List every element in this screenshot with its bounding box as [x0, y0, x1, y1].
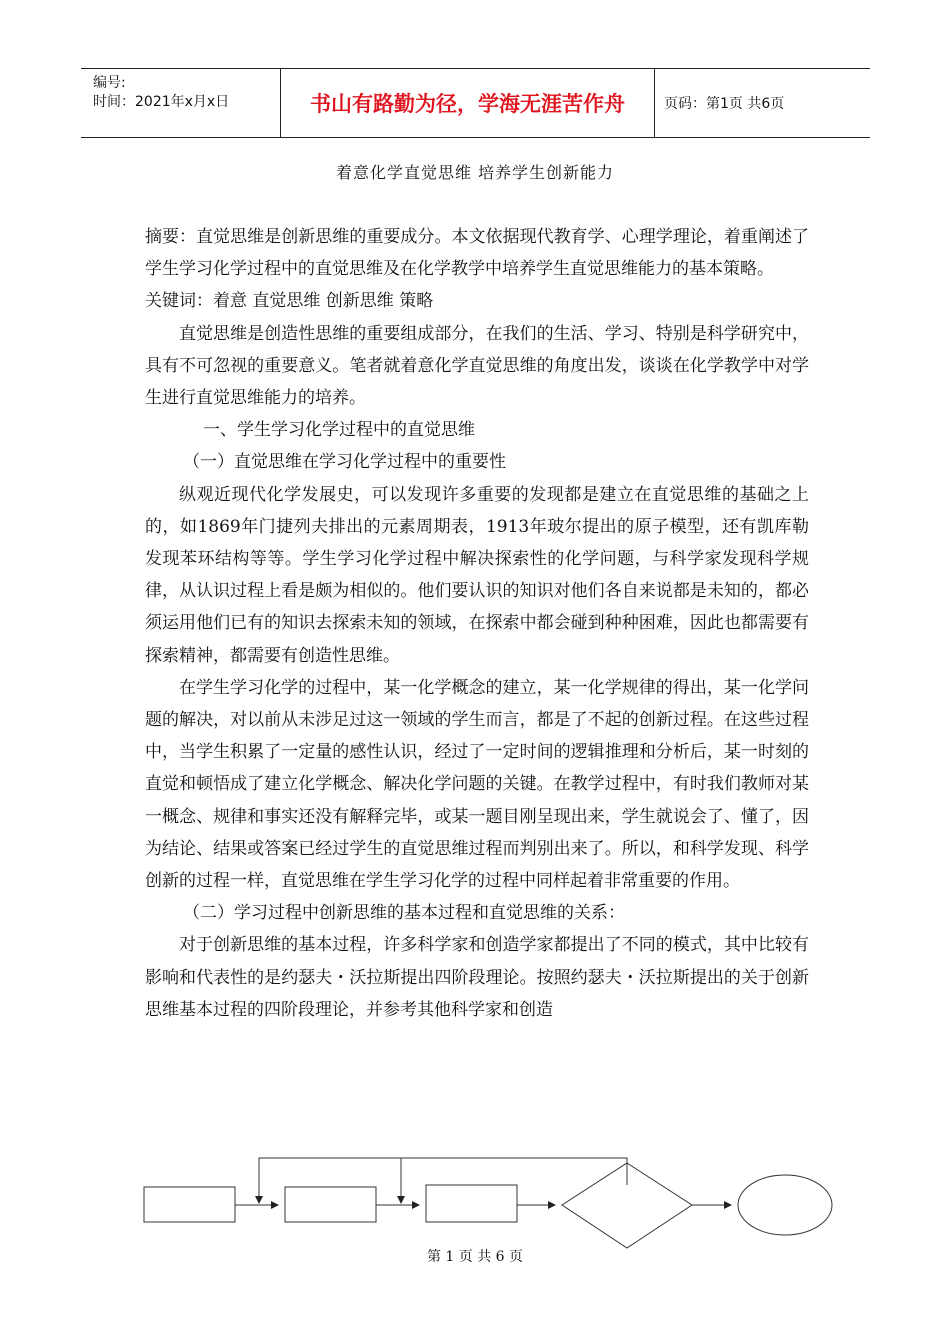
page-header [81, 68, 870, 138]
section-heading: 一、学生学习化学过程中的直觉思维 [203, 420, 475, 441]
abstract-paragraph: 摘要：直觉思维是创新思维的重要成分。本文依据现代教育学、心理学理论，着重阐述了学生学习化学过程中的直觉思维及在化学教学中培养学生直觉思维能力的基本策略。 [145, 227, 809, 280]
header-meta [81, 69, 280, 137]
body-paragraph: 在学生学习化学的过程中，某一化学概念的建立，某一化学规律的得出，某一化学问题的解决，对以前从未涉足过这一领域的学生而言，都是了不起的创新过程。在这些过程中，当学生积累了一定量的感性认识，经过了一定时间的逻辑推理和分析后，某一时刻的直觉和顿悟成了建立化学概念、解决化学问题的关键。在教学过程中，有时我们教师对某一概念、规律和事实还没有解释完毕，或某一题目刚呈现出来，学生就说会了、懂了，因为结论、结果或答案已经过学生的直觉思维过程而判别出来了。所以，和科学发现、科学创新的过程一样，直觉思维在学生学习化学的过程中同样起着非常重要的作用。 [145, 677, 809, 892]
body-paragraph: 纵观近现代化学发展史，可以发现许多重要的发现都是建立在直觉思维的基础之上的，如1869年门捷列夫排出的元素周期表，1913年玻尔提出的原子模型，还有凯库勒发现苯环结构等等。学生学习化学过程中解决探索性的化学问题，与科学家发现科学规律，从认识过程上看是颇为相似的。他们要认识的知识对他们各自来说都是未知的，都必须运用他们已有的知识去探索未知的领域，在探索中都会碰到种种困难，因此也都需要有探索精神，都需要有创造性思维。 [145, 484, 809, 666]
number-label: 编号: [93, 75, 126, 91]
subsection-heading: （二）学习过程中创新思维的基本过程和直觉思维的关系： [183, 903, 625, 924]
time-label: 时间：2021年x月x日 [93, 94, 230, 110]
flow-box-1 [144, 1187, 235, 1222]
flow-box-2 [285, 1187, 376, 1222]
body-paragraph: 对于创新思维的基本过程，许多科学家和创造学家都提出了不同的模式，其中比较有影响和代表性的是约瑟夫・沃拉斯提出四阶段理论。按照约瑟夫・沃拉斯提出的关于创新思维基本过程的四阶段理论，并参考其他科学家和创造 [145, 935, 809, 1020]
keywords-paragraph: 关键词：着意 直觉思维 创新思维 策略 [145, 291, 434, 312]
feedback-line [259, 1158, 627, 1203]
header-page-info: 页码：第1页 共6页 [664, 96, 785, 112]
subsection-heading: （一）直觉思维在学习化学过程中的重要性 [183, 452, 506, 473]
document-body [145, 221, 809, 1026]
body-paragraph: 直觉思维是创造性思维的重要组成部分，在我们的生活、学习、特别是科学研究中，具有不可忽视的重要意义。笔者就着意化学直觉思维的角度出发，谈谈在化学教学中对学生进行直觉思维能力的培养。 [145, 323, 809, 409]
header-motto: 书山有路勤为径，学海无涯苦作舟 [280, 69, 655, 137]
flow-terminal [738, 1175, 832, 1235]
flow-box-3 [426, 1185, 517, 1222]
page-footer: 第 1 页 共 6 页 [426, 1249, 524, 1265]
document-title: 着意化学直觉思维 培养学生创新能力 [335, 163, 615, 182]
flow-decision [562, 1163, 692, 1248]
